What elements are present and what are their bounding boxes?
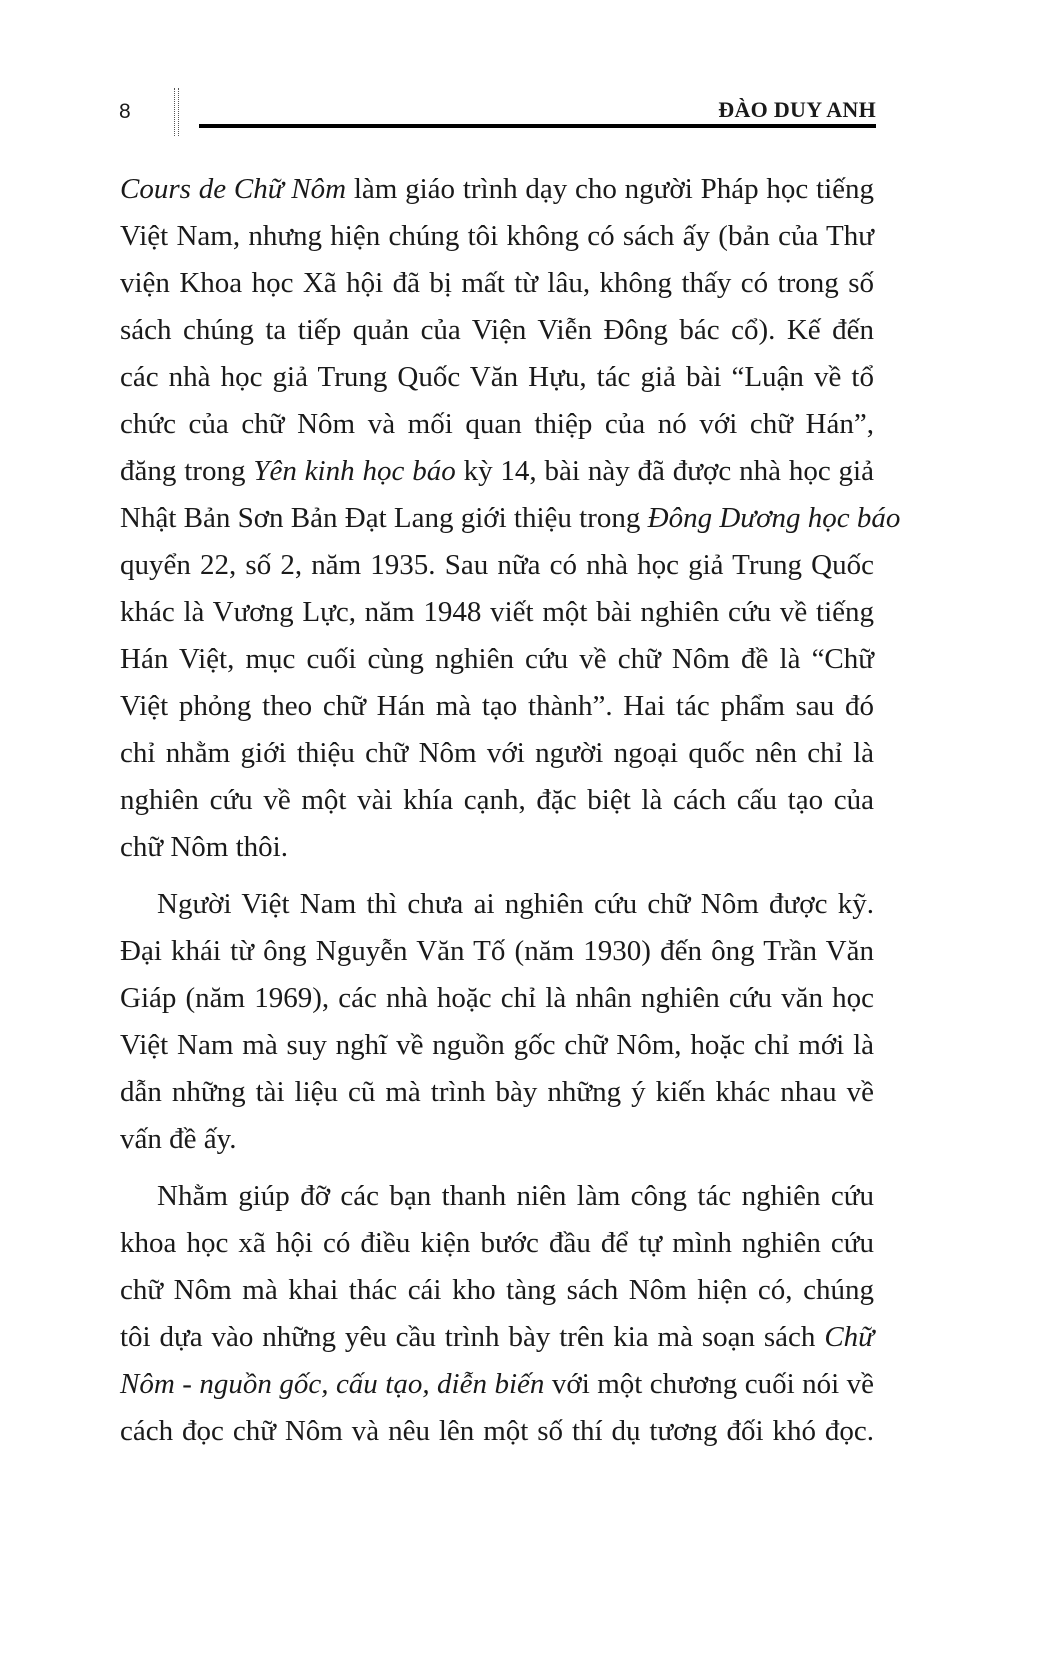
paragraph <box>120 166 901 871</box>
text-segment: Nhật Bản Sơn Bản Đạt Lang giới thiệu trong <box>120 502 648 534</box>
text-segment: Việt Nam, nhưng hiện chúng tôi không có sách ấy (bản của Thư <box>120 220 874 252</box>
text-segment: Giáp (năm 1969), các nhà hoặc chỉ là nhân nghiên cứu văn học <box>120 982 874 1014</box>
text-segment: viện Khoa học Xã hội đã bị mất từ lâu, không thấy có trong số <box>120 267 874 299</box>
text-line <box>120 307 874 354</box>
text-line <box>120 354 874 401</box>
text-segment: Đại khái từ ông Nguyễn Văn Tố (năm 1930) đến ông Trần Văn <box>120 935 874 967</box>
text-line <box>120 1361 874 1408</box>
text-line <box>120 448 874 495</box>
text-line <box>120 1173 874 1220</box>
text-line <box>120 975 874 1022</box>
text-segment: với một chương cuối nói về <box>544 1368 874 1400</box>
text-segment: cách đọc chữ Nôm và nêu lên một số thí dụ tương đối khó đọc. <box>120 1415 874 1447</box>
text-line <box>120 495 901 542</box>
text-segment: dẫn những tài liệu cũ mà trình bày những ý kiến khác nhau về <box>120 1076 874 1108</box>
text-segment: quyển 22, số 2, năm 1935. Sau nữa có nhà học giả Trung Quốc <box>120 549 874 581</box>
text-segment: các nhà học giả Trung Quốc Văn Hựu, tác giả bài “Luận về tổ <box>120 361 874 393</box>
text-line <box>120 636 874 683</box>
text-segment: kỳ 14, bài này đã được nhà học giả <box>455 455 874 487</box>
text-line <box>120 213 874 260</box>
page-number: 8 <box>119 100 131 123</box>
text-line <box>120 1069 874 1116</box>
text-line <box>120 589 874 636</box>
page-body <box>120 166 901 1455</box>
paragraph-gap <box>120 1163 874 1173</box>
text-segment: Nhằm giúp đỡ các bạn thanh niên làm công tác nghiên cứu <box>157 1180 874 1212</box>
text-segment: Hán Việt, mục cuối cùng nghiên cứu về chữ Nôm đề là “Chữ <box>120 643 874 675</box>
text-segment: khác là Vương Lực, năm 1948 viết một bài nghiên cứu về tiếng <box>120 596 874 628</box>
text-line <box>120 1408 874 1455</box>
text-line <box>120 683 874 730</box>
text-line <box>120 730 874 777</box>
paragraph-gap <box>120 871 874 881</box>
text-line <box>120 1314 874 1361</box>
text-segment: làm giáo trình dạy cho người Pháp học tiếng <box>346 173 874 205</box>
text-segment: Người Việt Nam thì chưa ai nghiên cứu chữ Nôm được kỹ. <box>157 888 874 920</box>
text-line <box>120 1022 874 1069</box>
text-segment: chữ Nôm thôi. <box>120 831 288 863</box>
italic-title-text: Đông Dương học báo <box>647 502 901 534</box>
italic-title-text: Yên kinh học báo <box>253 455 456 487</box>
text-segment: nghiên cứu về một vài khía cạnh, đặc biệt là cách cấu tạo của <box>120 784 874 816</box>
text-segment: chức của chữ Nôm và mối quan thiệp của nó với chữ Hán”, <box>120 408 874 440</box>
text-segment: chữ Nôm mà khai thác cái kho tàng sách Nôm hiện có, chúng <box>120 1274 874 1306</box>
header-vertical-divider <box>174 88 179 136</box>
text-segment: tôi dựa vào những yêu cầu trình bày trên kia mà soạn sách <box>120 1321 825 1353</box>
text-line <box>120 777 874 824</box>
text-line <box>120 542 874 589</box>
text-line <box>120 1220 874 1267</box>
italic-title-text: Cours de Chữ Nôm <box>120 173 347 205</box>
text-line <box>120 881 874 928</box>
text-line <box>120 260 874 307</box>
italic-title-text: Chữ <box>824 1321 874 1353</box>
paragraph <box>120 1173 874 1455</box>
text-segment: đăng trong <box>120 455 254 487</box>
text-line <box>120 1116 874 1163</box>
text-line <box>120 166 874 213</box>
text-line <box>120 1267 874 1314</box>
header-rule <box>199 124 876 128</box>
text-segment: khoa học xã hội có điều kiện bước đầu để tự mình nghiên cứu <box>120 1227 874 1259</box>
text-line <box>120 401 874 448</box>
text-segment: Việt Nam mà suy nghĩ về nguồn gốc chữ Nôm, hoặc chỉ mới là <box>120 1029 874 1061</box>
text-segment: sách chúng ta tiếp quản của Viện Viễn Đông bác cổ). Kế đến <box>120 314 874 346</box>
text-segment: vấn đề ấy. <box>120 1123 237 1155</box>
text-line <box>120 824 874 871</box>
paragraph <box>120 881 874 1163</box>
text-line <box>120 928 874 975</box>
text-segment: Việt phỏng theo chữ Hán mà tạo thành”. Hai tác phẩm sau đó <box>120 690 874 722</box>
running-header-author: ĐÀO DUY ANH <box>718 97 876 122</box>
italic-title-text: Nôm - nguồn gốc, cấu tạo, diễn biến <box>120 1368 545 1400</box>
text-segment: chỉ nhằm giới thiệu chữ Nôm với người ngoại quốc nên chỉ là <box>120 737 874 769</box>
